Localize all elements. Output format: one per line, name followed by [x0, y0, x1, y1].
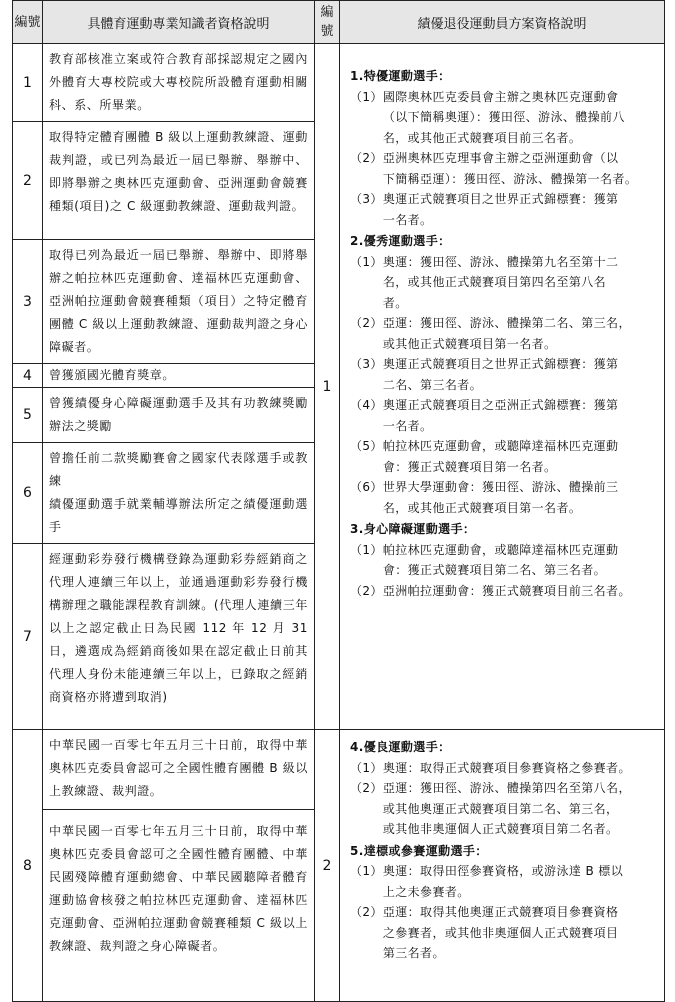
item-text	[383, 87, 658, 149]
item-number: （1）	[350, 760, 383, 775]
item-line: 一名者。	[382, 418, 433, 433]
list-item	[350, 395, 658, 436]
item-line: 會：獲正式競賽項目第一名者。	[382, 459, 557, 474]
item-text	[383, 354, 658, 395]
left-line: 績優運動選手就業輔導辦法所定之績優運動選手	[49, 497, 308, 534]
list-item	[350, 252, 658, 314]
left-line: 曾擔任前二款獎勵賽會之國家代表隊選手或教練	[49, 451, 308, 488]
item-line: 名，或其他正式競賽項目前三名者。	[382, 130, 582, 145]
list-item	[350, 778, 658, 840]
table-row	[13, 730, 665, 810]
item-line: 亞運：取得其他奧運正式競賽項目參賽資格	[382, 905, 619, 919]
list-item	[350, 313, 658, 354]
item-line: 奧運正式競賽項目之世界正式錦標賽：獲第	[382, 192, 619, 206]
item-number: （2）	[350, 316, 383, 330]
header-right-title: 績優退役運動員方案資格說明	[340, 1, 665, 44]
left-cell: 中華民國一百零七年五月三十日前，取得中華奧林匹克委員會認可之全國性體育團體 B 級以上教練證、裁判證。	[43, 730, 315, 810]
qualification-table	[12, 0, 665, 1002]
item-line: 或其他正式競賽項目第一名者。	[382, 336, 557, 351]
left-cell: 教育部核准立案或符合教育部採認規定之國內外體育大專校院或大專校院所設體育運動相關科、系、所畢業。	[43, 44, 315, 122]
item-number: （2）	[350, 151, 383, 165]
list-item	[350, 189, 658, 230]
item-number: （5）	[350, 439, 383, 453]
header-no-right: 編號	[315, 1, 340, 44]
row-number: 6	[13, 443, 43, 544]
item-line: 或其他奧運正式競賽項目第二名、第三名，	[382, 801, 619, 816]
item-number: （3）	[350, 357, 383, 371]
item-line: 奧運：取得田徑參賽資格，或游泳達 B 標以	[382, 864, 624, 878]
row-number: 1	[13, 44, 43, 122]
row-number: 7	[13, 544, 43, 730]
item-number: （6）	[350, 480, 383, 494]
item-line: 者。	[382, 295, 408, 310]
item-line: 一名者。	[382, 212, 433, 227]
list-item	[350, 477, 658, 518]
item-text	[383, 436, 658, 477]
item-line: 名，或其他正式競賽項目第一名者。	[382, 500, 582, 515]
item-text	[383, 313, 658, 354]
list-item	[350, 861, 658, 902]
section-title: 1.特優運動選手：	[350, 69, 451, 83]
item-line: 國際奧林匹克委員會主辦之奧林匹克運動會	[382, 89, 619, 104]
right-block-1	[340, 44, 665, 730]
left-cell: 經運動彩券發行機構登錄為運動彩券經銷商之代理人連續三年以上，並通過運動彩券發行機構辦理之職能課程教育訓練。(代理人連續三年以上之認定截止日為民國 112 年 12 月 31 日，遴選成為經銷商後如果在認定截止日前其代理人身份未能連續三年以上，已錄取之經銷商資格亦將遭到取消)	[43, 544, 315, 730]
item-line: 奧運：取得正式競賽項目參賽資格之參賽者。	[382, 760, 631, 775]
item-number: （1）	[350, 254, 383, 269]
left-cell: 曾獲績優身心障礙運動選手及其有功教練獎勵辦法之獎勵	[43, 388, 315, 443]
item-line: 之參賽者，或其他非奧運個人正式競賽項目	[382, 925, 619, 940]
item-line: 亞運：獲田徑、游泳、體操第二名、第三名，	[382, 316, 631, 330]
item-line: 亞洲奧林匹克理事會主辦之亞洲運動會（以	[382, 151, 619, 165]
item-text	[383, 395, 658, 436]
right-number: 2	[315, 730, 340, 1002]
left-cell: 曾獲頒國光體育獎章。	[43, 364, 315, 388]
item-line: 第三名者。	[382, 946, 445, 960]
list-item	[350, 581, 658, 602]
item-number: （2）	[350, 905, 383, 919]
item-text	[383, 581, 658, 602]
item-text	[383, 540, 658, 581]
item-text	[383, 778, 658, 840]
row-number: 3	[13, 240, 43, 364]
item-text	[383, 758, 658, 779]
item-line: 名，或其他正式競賽項目第四名至第八名	[382, 275, 607, 289]
row-number: 5	[13, 388, 43, 443]
item-line: 奧運正式競賽項目之世界正式錦標賽：獲第	[382, 357, 619, 371]
left-cell: 中華民國一百零七年五月三十日前，取得中華奧林匹克委員會認可之全國性體育團體、中華民國殘障體育運動總會、中華民國聽障者體育運動協會核發之帕拉林匹克運動會、達福林匹克運動會、亞洲帕拉運動會競賽種類 C 級以上教練證、裁判證之身心障礙者。	[43, 810, 315, 1002]
item-line: 二名、第三名者。	[382, 377, 483, 392]
list-item	[350, 354, 658, 395]
item-text	[383, 189, 658, 230]
left-cell: 取得已列為最近一屆已舉辦、舉辦中、即將舉辦之帕拉林匹克運動會、達福林匹克運動會、亞洲帕拉運動會競賽種類（項目）之特定體育團體 C 級以上運動教練證、運動裁判證之身心障礙者。	[43, 240, 315, 364]
item-text	[383, 902, 658, 964]
item-line: 奧運正式競賽項目之亞洲正式錦標賽：獲第	[382, 398, 619, 412]
item-number: （2）	[350, 583, 383, 598]
item-text	[383, 477, 658, 518]
item-line: 帕拉林匹克運動會，或聽障達福林匹克運動	[382, 542, 619, 557]
list-item	[350, 148, 658, 189]
list-item	[350, 758, 658, 779]
item-number: （4）	[350, 398, 383, 412]
list-item	[350, 902, 658, 964]
item-line: 亞洲帕拉運動會：獲正式競賽項目前三名者。	[382, 583, 631, 598]
row-number: 2	[13, 122, 43, 240]
item-number: （1）	[350, 542, 383, 557]
header-row	[13, 1, 665, 44]
section-title: 5.達標或參賽運動選手：	[350, 843, 488, 858]
row-number: 8	[13, 730, 43, 1002]
list-item	[350, 87, 658, 149]
header-left-title: 具體育運動專業知識者資格說明	[43, 1, 315, 44]
item-line: （以下簡稱奧運）：獲田徑、游泳、體操前八	[382, 110, 625, 124]
item-line: 上之未參賽者。	[382, 884, 470, 899]
item-line: 亞運：獲田徑、游泳、體操第四名至第八名，	[382, 781, 631, 795]
section-title: 4.優良運動選手：	[350, 740, 451, 754]
item-text	[383, 148, 658, 189]
left-cell	[43, 443, 315, 544]
section-title: 3.身心障礙運動選手：	[350, 522, 476, 536]
header-no-left: 編號	[13, 1, 43, 44]
item-number: （1）	[350, 864, 383, 878]
item-number: （1）	[350, 89, 383, 104]
item-line: 帕拉林匹克運動會，或聽障達福林匹克運動	[382, 439, 619, 453]
right-number: 1	[315, 44, 340, 730]
item-number: （3）	[350, 192, 383, 206]
section-title: 2.優秀運動選手：	[350, 234, 451, 248]
table-row	[13, 44, 665, 122]
item-number: （2）	[350, 781, 383, 795]
item-line: 會：獲正式競賽項目第二名、第三名者。	[382, 563, 607, 577]
row-number: 4	[13, 364, 43, 388]
item-text	[383, 861, 658, 902]
list-item	[350, 540, 658, 581]
right-block-2	[340, 730, 665, 1002]
item-line: 世界大學運動會：獲田徑、游泳、體操前三	[382, 480, 619, 494]
left-cell: 取得特定體育團體 B 級以上運動教練證、運動裁判證，或已列為最近一屆已舉辦、舉辦中、即將舉辦之奧林匹克運動會、亞洲運動會競賽種類(項目)之 C 級運動教練證、運動裁判證。	[43, 122, 315, 240]
item-line: 下簡稱亞運）：獲田徑、游泳、體操第一名者。	[382, 171, 638, 186]
item-line: 或其他非奧運個人正式競賽項目第二名者。	[382, 822, 619, 836]
item-text	[383, 252, 658, 314]
qualification-table-page	[12, 0, 664, 972]
item-line: 奧運：獲田徑、游泳、體操第九名至第十二	[382, 254, 619, 269]
list-item	[350, 436, 658, 477]
